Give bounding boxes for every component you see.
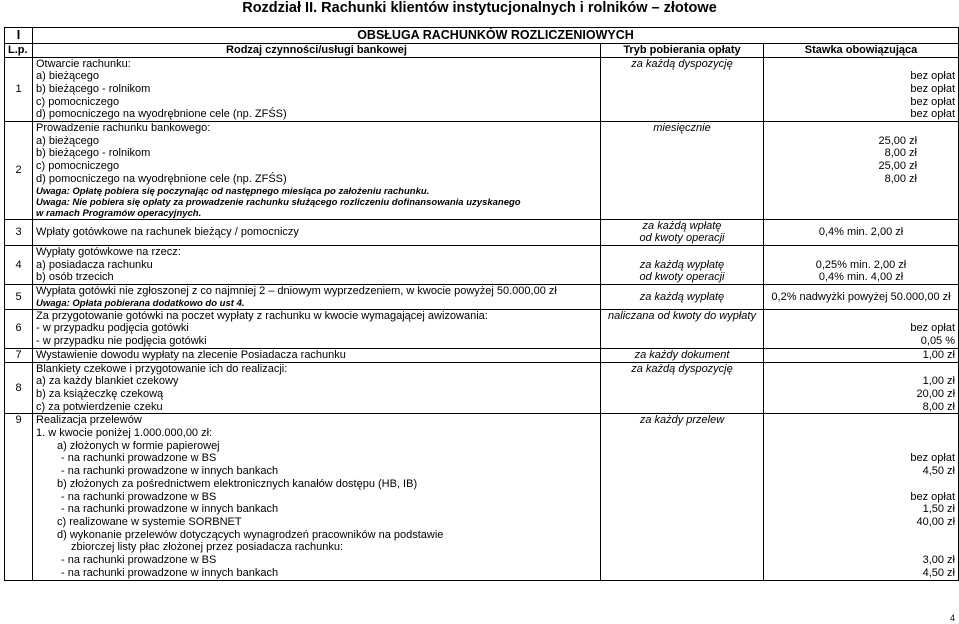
service-line: Za przygotowanie gotówki na poczet wypłaty z rachunku w kwocie wymagającej awizowania: — [36, 309, 488, 322]
service-line: a) bieżącego — [36, 134, 99, 147]
note-text: Uwaga: Opłatę pobiera się poczynając od następnego miesiąca po założeniu rachunku. — [36, 185, 430, 197]
service-line: - w przypadku nie podjęcia gotówki — [36, 335, 207, 348]
rate-cell — [764, 122, 959, 220]
rate-value: 40,00 zł — [916, 516, 956, 528]
row-number: 3 — [5, 219, 33, 245]
table-row — [5, 309, 959, 348]
row-number: 7 — [5, 348, 33, 362]
page-title: Rozdział II. Rachunki klientów instytucjonalnych i rolników – złotowe — [242, 0, 717, 16]
service-cell — [33, 57, 601, 122]
mode-line: od kwoty operacji — [639, 232, 725, 245]
rate-cell — [764, 57, 959, 122]
rate-cell — [764, 219, 959, 245]
rate-cell — [764, 348, 959, 362]
rate-value: 4,50 zł — [922, 566, 956, 579]
mode-line: od kwoty operacji — [639, 271, 725, 284]
mode-cell: za każdą dyspozycję — [601, 57, 764, 122]
note-text: Uwaga: Opłata pobierana dodatkowo do ust 4. — [36, 297, 245, 309]
rate-value: bez opłat — [910, 452, 956, 465]
rate-value: 20,00 zł — [916, 387, 956, 400]
header-service: Rodzaj czynności/usługi bankowej — [33, 44, 601, 58]
rate-value: bez opłat — [910, 95, 956, 108]
rate-value: 0,05 % — [920, 335, 956, 348]
note-text: w ramach Programów operacyjnych. — [36, 207, 202, 219]
service-line: Wystawienie dowodu wypłaty na zlecenie Posiadacza rachunku — [36, 348, 346, 361]
service-line: c) pomocniczego — [36, 95, 120, 108]
rate-value: 1,00 zł — [922, 348, 956, 361]
rate-value: 0,4% min. 2,00 zł — [818, 225, 904, 238]
table-row — [5, 362, 959, 414]
service-cell — [33, 285, 601, 310]
rate-value: 3,00 zł — [922, 554, 956, 567]
rate-value: bez opłat — [910, 322, 956, 335]
service-line: c) za potwierdzenie czeku — [36, 400, 163, 413]
rate-value: 25,00 zł — [878, 134, 918, 147]
service-line: Prowadzenie rachunku bankowego: — [36, 122, 211, 135]
header-rate: Stawka obowiązująca — [764, 44, 959, 58]
section-name: OBSŁUGA RACHUNKÓW ROZLICZENIOWYCH — [33, 28, 959, 44]
mode-cell: za każdy przelew — [601, 414, 764, 580]
header-mode: Tryb pobierania opłaty — [601, 44, 764, 58]
note-text: Uwaga: Nie pobiera się opłaty za prowadzenie rachunku służącego rozliczeniu dofinansowania uzyskanego — [36, 196, 521, 208]
row-number: 5 — [5, 285, 33, 310]
rate-value: 1,00 zł — [922, 375, 956, 388]
row-number: 2 — [5, 122, 33, 220]
table-row — [5, 414, 959, 580]
service-line: 1. w kwocie poniżej 1.000.000,00 zł: — [36, 427, 213, 440]
service-cell — [33, 219, 601, 245]
service-line: Blankiety czekowe i przygotowanie ich do realizacji: — [36, 362, 288, 375]
service-line: - na rachunki prowadzone w BS — [61, 554, 217, 567]
service-cell — [33, 414, 601, 580]
service-line: Wpłaty gotówkowe na rachunek bieżący / pomocniczy — [36, 225, 299, 238]
row-number: 8 — [5, 362, 33, 414]
rate-value: 8,00 zł — [884, 172, 918, 185]
row-number: 9 — [5, 414, 33, 580]
rate-cell — [764, 245, 959, 284]
table-row — [5, 245, 959, 284]
rate-value: bez opłat — [910, 82, 956, 95]
rate-value: 1,50 zł — [922, 503, 956, 516]
page-number: 4 — [949, 613, 955, 623]
table-row — [5, 219, 959, 245]
service-line: zbiorczej listy płac złożonej przez posiadacza rachunku: — [71, 541, 344, 554]
service-line: b) za książeczkę czekową — [36, 387, 164, 400]
rate-cell — [764, 414, 959, 580]
service-line: b) bieżącego - rolnikom — [36, 82, 151, 95]
row-number: 6 — [5, 309, 33, 348]
service-line: a) za każdy blankiet czekowy — [36, 375, 179, 388]
rate-cell — [764, 362, 959, 414]
table-row — [5, 285, 959, 310]
mode-cell: naliczana od kwoty do wypłaty — [601, 309, 764, 348]
service-line: b) złożonych za pośrednictwem elektronicznych kanałów dostępu (HB, IB) — [57, 477, 418, 490]
service-line: - na rachunki prowadzone w innych bankach — [61, 566, 279, 579]
column-header-row — [5, 44, 959, 58]
service-cell — [33, 122, 601, 220]
service-line: - na rachunki prowadzone w BS — [61, 452, 217, 465]
service-line: Wypłata gotówki nie zgłoszonej z co najmniej 2 – dniowym wyprzedzeniem, w kwocie powyżej 50.000,00 zł — [36, 285, 557, 298]
service-line: a) bieżącego — [36, 70, 99, 83]
rate-value: 25,00 zł — [878, 160, 918, 173]
service-line: c) realizowane w systemie SORBNET — [57, 516, 242, 528]
service-line: a) złożonych w formie papierowej — [57, 439, 220, 452]
service-line: d) pomocniczego na wyodrębnione cele (np. ZFŚS) — [36, 108, 287, 121]
service-cell — [33, 348, 601, 362]
mode-line: za każdą wypłatę — [639, 258, 725, 271]
rate-value: 8,00 zł — [922, 400, 956, 413]
fee-table — [4, 27, 959, 581]
section-row — [5, 28, 959, 44]
mode-cell: za każdy dokument — [601, 348, 764, 362]
mode-cell — [601, 219, 764, 245]
section-number: I — [5, 28, 33, 44]
header-lp: L.p. — [5, 44, 33, 58]
service-line: b) bieżącego - rolnikom — [36, 147, 151, 160]
service-line: b) osób trzecich — [36, 271, 114, 284]
rate-value: bez opłat — [910, 490, 956, 503]
table-row — [5, 57, 959, 122]
service-cell — [33, 362, 601, 414]
mode-cell: za każdą dyspozycję — [601, 362, 764, 414]
mode-cell — [601, 245, 764, 284]
mode-line: za każdą wpłatę — [642, 219, 722, 232]
table-row — [5, 122, 959, 220]
rate-value: 8,00 zł — [884, 147, 918, 160]
service-line: c) pomocniczego — [36, 160, 120, 173]
service-line: - na rachunki prowadzone w BS — [61, 490, 217, 503]
service-line: Otwarcie rachunku: — [36, 57, 131, 70]
rate-value: 0,2% nadwyżki powyżej 50.000,00 zł — [771, 290, 951, 303]
service-line: - na rachunki prowadzone w innych bankach — [61, 465, 279, 478]
service-cell — [33, 309, 601, 348]
rate-value: 0,4% min. 4,00 zł — [818, 271, 904, 284]
service-line: d) wykonanie przelewów dotyczących wynagrodzeń pracowników na podstawie — [57, 528, 444, 541]
rate-value: bez opłat — [910, 108, 956, 121]
row-number: 4 — [5, 245, 33, 284]
service-cell — [33, 245, 601, 284]
mode-cell: miesięcznie — [601, 122, 764, 220]
rate-value: 4,50 zł — [922, 465, 956, 478]
table-row — [5, 348, 959, 362]
service-line: Realizacja przelewów — [36, 414, 142, 427]
row-number: 1 — [5, 57, 33, 122]
service-line: a) posiadacza rachunku — [36, 258, 153, 271]
service-line: d) pomocniczego na wyodrębnione cele (np. ZFŚS) — [36, 172, 287, 185]
rate-value: 0,25% min. 2,00 zł — [815, 258, 907, 271]
service-line: - na rachunki prowadzone w innych bankach — [61, 503, 279, 516]
rate-cell — [764, 285, 959, 310]
rate-value: bez opłat — [910, 70, 956, 83]
service-line: Wypłaty gotówkowe na rzecz: — [36, 245, 181, 258]
service-line: - w przypadku podjęcia gotówki — [36, 322, 189, 335]
rate-cell — [764, 309, 959, 348]
mode-cell: za każdą wypłatę — [601, 285, 764, 310]
